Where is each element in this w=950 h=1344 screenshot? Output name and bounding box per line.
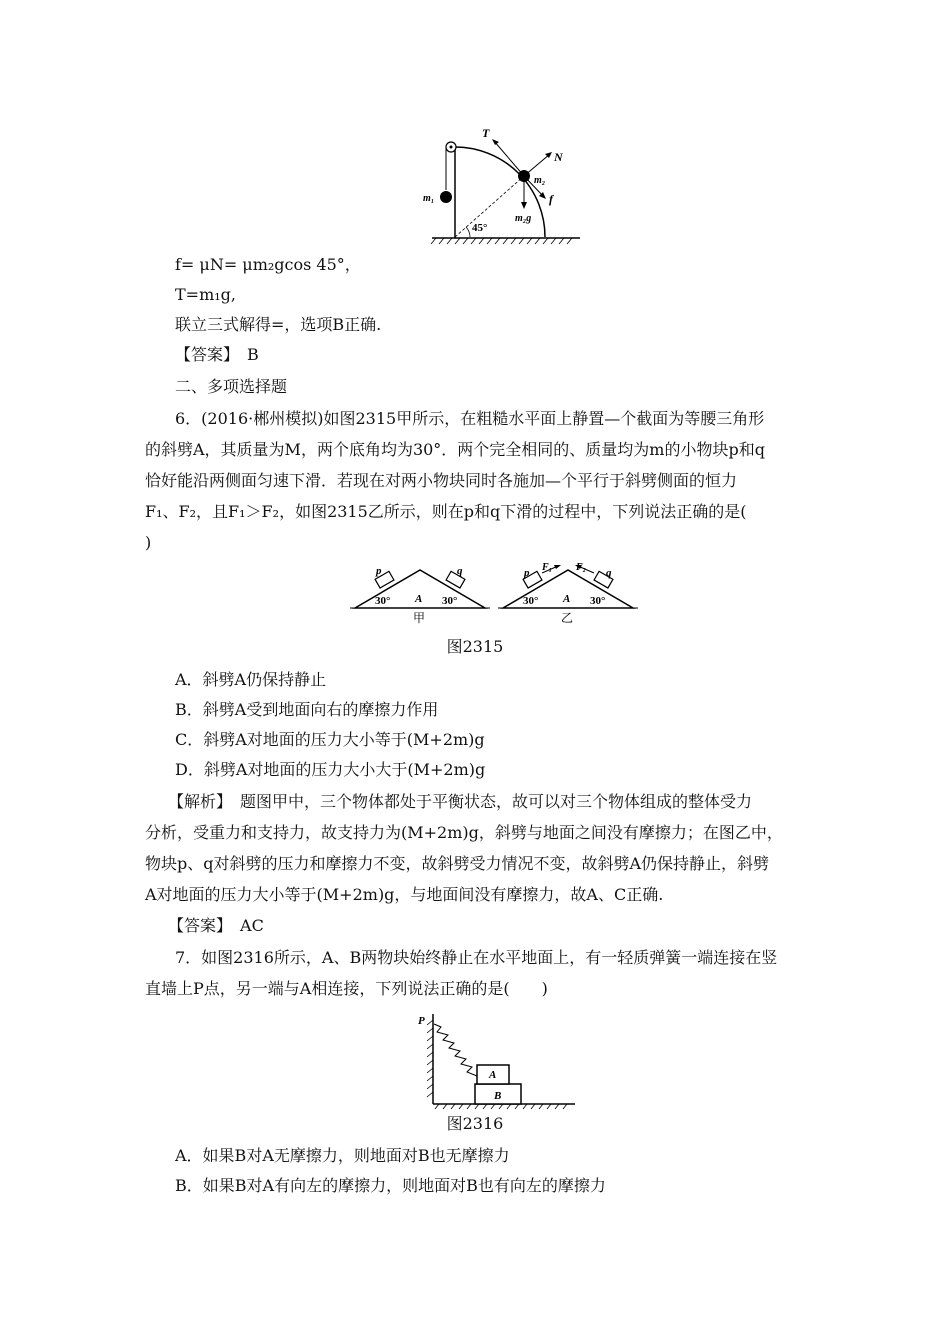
label-angle-left: 30° [523, 595, 539, 607]
label-p: p [376, 565, 382, 577]
q7-option-a: A．如果B对A无摩擦力，则地面对B也无摩擦力 [175, 1146, 510, 1165]
answer-value: B [247, 345, 259, 364]
q6-option-a: A．斜劈A仍保持静止 [175, 670, 327, 689]
label-B: B [494, 1090, 502, 1102]
q7-line-1: 7．如图2316所示，A、B两物块始终静止在水平地面上，有一轻质弹簧一端连接在竖 [175, 948, 778, 967]
answer-value: AC [240, 916, 264, 935]
answer-5 [175, 345, 259, 365]
q6-option-b: B．斜劈A受到地面向右的摩擦力作用 [175, 700, 439, 719]
equation-tension: T=m₁g, [175, 285, 236, 304]
q6-option-d: D．斜劈A对地面的压力大小大于(M+2m)g [175, 760, 486, 779]
q7-option-b: B．如果B对A有向左的摩擦力，则地面对B也有向左的摩擦力 [175, 1176, 606, 1195]
answer-label: 【答案】 [175, 345, 232, 364]
label-45deg: 45° [472, 222, 488, 234]
label-m2g: m₂g [515, 213, 532, 224]
q6-analysis-line-3: 物块p、q对斜劈的压力和摩擦力不变，故斜劈受力情况不变，故斜劈A仍保持静止，斜劈 [145, 854, 770, 873]
label-jia: 甲 [413, 611, 426, 624]
label-m2: m₂ [534, 175, 546, 186]
label-q: q [606, 567, 612, 579]
conclusion-text: 联立三式解得=，选项B正确. [175, 315, 382, 334]
label-T: T [482, 126, 490, 140]
label-yi: 乙 [561, 611, 574, 624]
q6-line-1: 6．(2016·郴州模拟)如图2315甲所示，在粗糙水平面上静置—个截面为等腰三角形 [175, 409, 765, 428]
label-A: A [489, 1069, 497, 1081]
section-heading: 二、多项选择题 [175, 377, 288, 396]
label-f: f [549, 192, 553, 206]
figure-pulley-diagram [420, 125, 600, 247]
label-angle-left: 30° [375, 595, 391, 607]
q6-option-c: C．斜劈A对地面的压力大小等于(M+2m)g [175, 730, 485, 749]
label-p: p [524, 567, 530, 579]
figure-2316 [415, 1010, 575, 1110]
q6-analysis-line-1 [168, 792, 752, 812]
q6-analysis-line-4: A对地面的压力大小等于(M+2m)g，与地面间没有摩擦力，故A、C正确. [145, 885, 664, 904]
analysis-label: 【解析】 [168, 792, 225, 811]
label-angle-right: 30° [442, 595, 458, 607]
analysis-text: 题图甲中，三个物体都处于平衡状态，故可以对三个物体组成的整体受力 [240, 792, 753, 811]
label-P: P [418, 1015, 425, 1027]
q6-line-5: ) [145, 533, 152, 552]
q6-line-3: 恰好能沿两侧面匀速下滑．若现在对两小物块同时各施加—个平行于斜劈侧面的恒力 [145, 471, 738, 490]
q7-line-2: 直墙上P点，另一端与A相连接，下列说法正确的是( ) [145, 979, 548, 998]
figure-2315-caption: 图2315 [446, 637, 504, 656]
label-A: A [415, 593, 423, 605]
label-F2: F₂ [576, 562, 587, 573]
q6-analysis-line-2: 分析，受重力和支持力，故支持力为(M+2m)g，斜劈与地面之间没有摩擦力；在图乙中， [145, 823, 783, 842]
label-N: N [554, 150, 563, 164]
label-F1: F₁ [542, 562, 553, 573]
figure-2316-caption: 图2316 [446, 1114, 504, 1133]
equation-friction: f= μN= μm₂gcos 45°， [175, 255, 361, 274]
q6-line-4: F₁、F₂，且F₁＞F₂，如图2315乙所示，则在p和q下滑的过程中，下列说法正确的是( [145, 502, 747, 521]
label-m1: m₁ [423, 193, 435, 204]
label-angle-right: 30° [590, 595, 606, 607]
answer-label: 【答案】 [168, 916, 225, 935]
answer-6 [168, 916, 264, 936]
q6-line-2: 的斜劈A，其质量为M，两个底角均为30°．两个完全相同的、质量均为m的小物块p和q [145, 440, 765, 459]
figure-2315-jia [350, 562, 490, 624]
figure-2315-yi [498, 562, 638, 624]
label-q: q [457, 565, 463, 577]
label-A: A [563, 593, 571, 605]
